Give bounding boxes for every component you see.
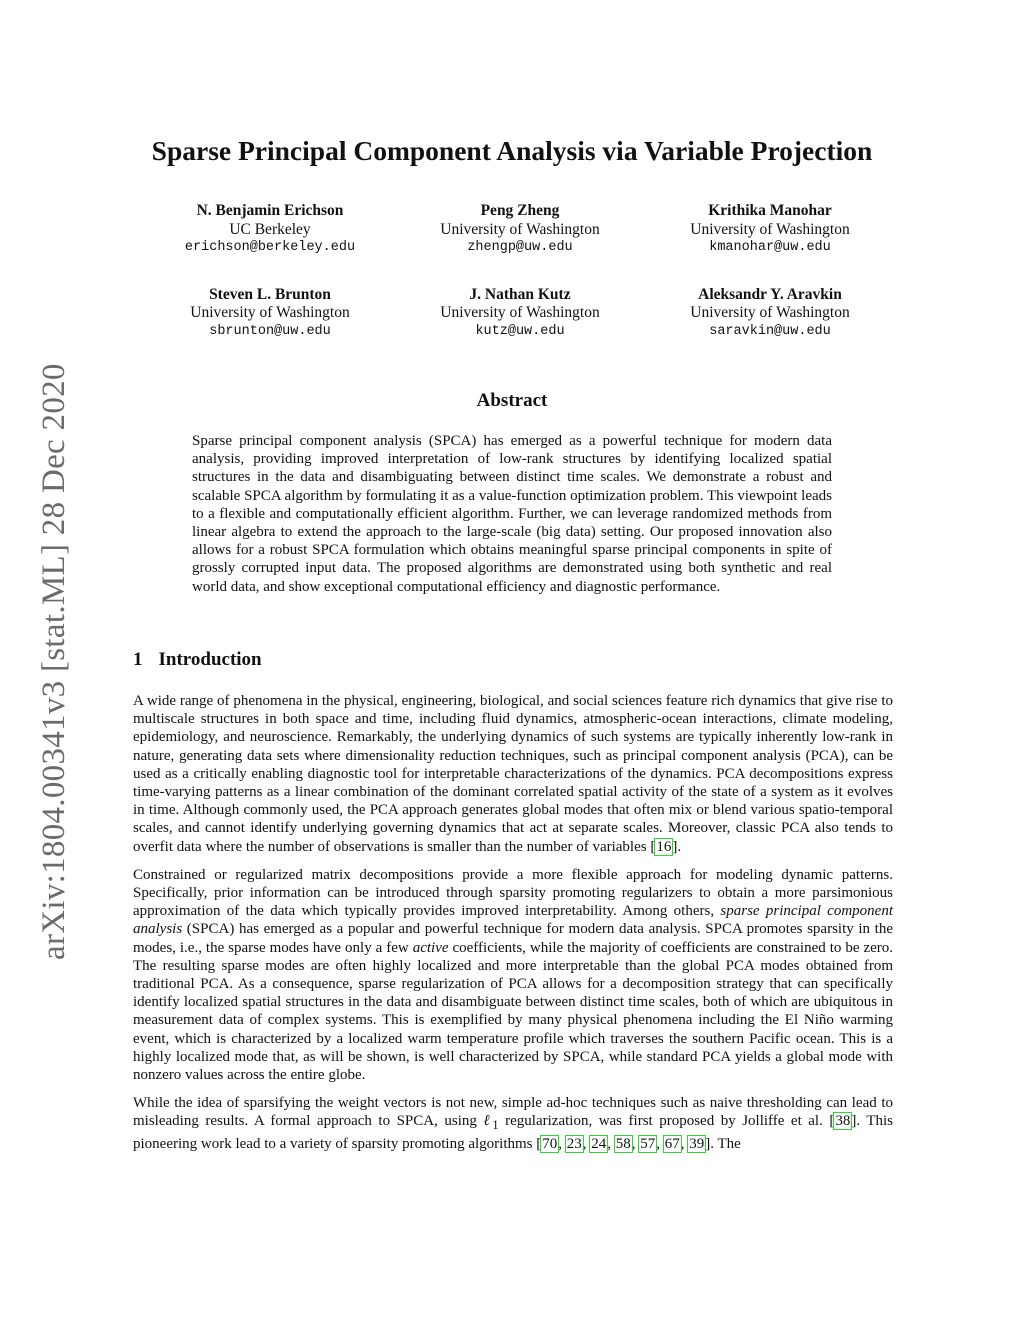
author-email[interactable]: sbrunton@uw.edu xyxy=(209,323,331,339)
citation-link[interactable]: 38 xyxy=(835,1113,851,1130)
author-row-1 xyxy=(150,202,890,258)
author-affiliation: University of Washington xyxy=(190,304,350,321)
author-affiliation: University of Washington xyxy=(690,220,850,238)
author-card xyxy=(150,202,390,258)
paragraph-text: coefficients, while the majority of coefficients are constrained to be zero. The resulting sparse modes are often highly localized and more interpretable than the global PCA modes obtained from traditional PCA. As a consequence, sparse regularization of PCA allows for a decomposition strategy that can specifically identify localized spatial structures in the data and disambiguate between distinct time scales, both of which are ubiquitous in measurement data of complex systems. This is exemplified by many physical phenomena including the El Niño warming event, which is characterized by a localized warm temperature profile which traverses the southern Pacific ocean. This is a highly localized mode that, as will be shown, is well characterized by SPCA, while standard PCA yields a global mode with nonzero values across the entire globe. xyxy=(133,939,894,1084)
author-card xyxy=(150,286,390,342)
citation-link[interactable]: 57 xyxy=(640,1135,656,1152)
author-affiliation: University of Washington xyxy=(690,304,850,321)
author-email[interactable]: saravkin@uw.edu xyxy=(709,323,831,339)
author-name: Steven L. Brunton xyxy=(209,285,331,303)
paragraph-text: ]. The xyxy=(705,1135,741,1152)
author-block xyxy=(150,202,890,369)
citation-link[interactable]: 67 xyxy=(664,1135,680,1152)
author-name: J. Nathan Kutz xyxy=(469,285,571,303)
intro-paragraph-1 xyxy=(133,692,893,856)
citation-link[interactable]: 23 xyxy=(566,1135,582,1152)
emphasis-text: active xyxy=(412,939,449,956)
ell-symbol: ℓ xyxy=(483,1113,493,1130)
intro-paragraph-2 xyxy=(133,866,893,1084)
author-email[interactable]: kutz@uw.edu xyxy=(475,323,565,339)
author-card xyxy=(650,202,890,258)
intro-paragraph-3: While the idea of sparsifying the weight vectors is not new, simple ad-hoc techniques such as naive thresholding can lead to misleading results. A formal approach to SPCA, using ℓ$_1$ regularization, was first proposed by Jolliffe et al. [38]. This pioneering work lead to a variety of sparsity promoting algorithms [70, 23, 24, 58, 57, 67, 39]. The xyxy=(133,1095,893,1152)
paragraph-text: ]. xyxy=(672,838,682,855)
author-row-2 xyxy=(150,286,890,342)
abstract-heading: Abstract xyxy=(476,390,548,411)
author-name: Aleksandr Y. Aravkin xyxy=(698,285,842,303)
author-name: Peng Zheng xyxy=(480,202,560,219)
author-affiliation: UC Berkeley xyxy=(229,220,311,238)
introduction-body xyxy=(133,692,893,1163)
abstract-text: Sparse principal component analysis (SPCA) has emerged as a powerful technique for modern data analysis, providing improved interpretation of low-rank structures by identifying localized spatial structures in the data and disambiguating between distinct time scales. We demonstrate a robust and scalable SPCA algorithm by formulating it as a value-function optimization problem. This viewpoint leads to a flexible and computationally efficient algorithm. Further, we can leverage randomized methods from linear algebra to extend the approach to the large-scale (big data) setting. Our proposed innovation also allows for a robust SPCA formulation which obtains meaningful sparse principal components in spite of grossly corrupted input data. The proposed algorithms are demonstrated using both synthetic and real world data, and show exceptional computational efficiency and diagnostic performance. xyxy=(192,433,832,595)
ell-subscript: 1 xyxy=(492,1118,499,1133)
paragraph-text: (SPCA) has emerged as a popular and powerful technique for modern data analysis. SPCA promotes sparsity in the modes, i.e., the sparse modes have only a few xyxy=(133,921,893,956)
citation-link[interactable]: 39 xyxy=(689,1135,705,1152)
author-email[interactable]: kmanohar@uw.edu xyxy=(709,240,831,255)
author-email[interactable]: zhengp@uw.edu xyxy=(467,240,573,255)
citation-link[interactable]: 58 xyxy=(615,1135,631,1152)
paragraph-text: Constrained or regularized matrix decompositions provide a more flexible approach for modeling dynamic patterns. Specifically, prior information can be introduced through sparsity promoting regularizers to obtain a more parsimonious approximation of the data which typically provides improved interpretability. Among others, xyxy=(133,866,893,920)
paragraph-text: A wide range of phenomena in the physical, engineering, biological, and social sciences feature rich dynamics that give rise to multiscale structures in both space and time, including fluid dynamics, atmospheric-ocean interactions, climate modeling, epidemiology, and neuroscience. Remarkably, the underlying dynamics of such systems are typically inherently low-rank in nature, generating data sets where dimensionality reduction techniques, such as principal component analysis (PCA), can be used as a critically enabling diagnostic tool for interpretable characterizations of the dynamics. PCA decompositions express time-varying patterns as a linear combination of the dominant correlated spatial activity of the state of a system as it evolves in time. Although commonly used, the PCA approach generates global modes that often mix or blend various spatio-temporal scales, and cannot identify underlying governing dynamics that act at separate scales. Moreover, classic PCA also tends to overfit data where the number of observations is smaller than the number of variables [ xyxy=(133,693,893,855)
citation-link[interactable]: 16 xyxy=(656,838,672,855)
author-card xyxy=(650,286,890,342)
author-email[interactable]: erichson@berkeley.edu xyxy=(184,240,356,255)
emphasis-text: sparse principal component analysis xyxy=(133,903,893,938)
section-title: Introduction xyxy=(158,649,262,670)
citation-link[interactable]: 24 xyxy=(591,1135,607,1152)
author-name: N. Benjamin Erichson xyxy=(196,202,344,219)
paragraph-text: ]. This pioneering work lead to a variety of sparsity promoting algorithms [ xyxy=(133,1113,893,1152)
section-number: 1 xyxy=(133,649,143,670)
section-heading-introduction xyxy=(133,649,262,671)
paragraph-text: While the idea of sparsifying the weight vectors is not new, simple ad-hoc techniques such as naive thresholding can lead to misleading results. A formal approach to SPCA, using xyxy=(133,1095,893,1130)
author-affiliation: University of Washington xyxy=(440,304,600,321)
paragraph-text: regularization, was first proposed by Jolliffe et al. [ xyxy=(498,1113,835,1130)
paper-title: Sparse Principal Component Analysis via Variable Projection xyxy=(151,135,873,166)
author-card xyxy=(400,202,640,258)
author-card xyxy=(400,286,640,342)
arxiv-identifier-stamp: arXiv:1804.00341v3 [stat.ML] 28 Dec 2020 xyxy=(36,363,72,960)
citation-link[interactable]: 70 xyxy=(542,1135,558,1152)
author-name: Krithika Manohar xyxy=(708,202,832,219)
author-affiliation: University of Washington xyxy=(440,220,600,238)
